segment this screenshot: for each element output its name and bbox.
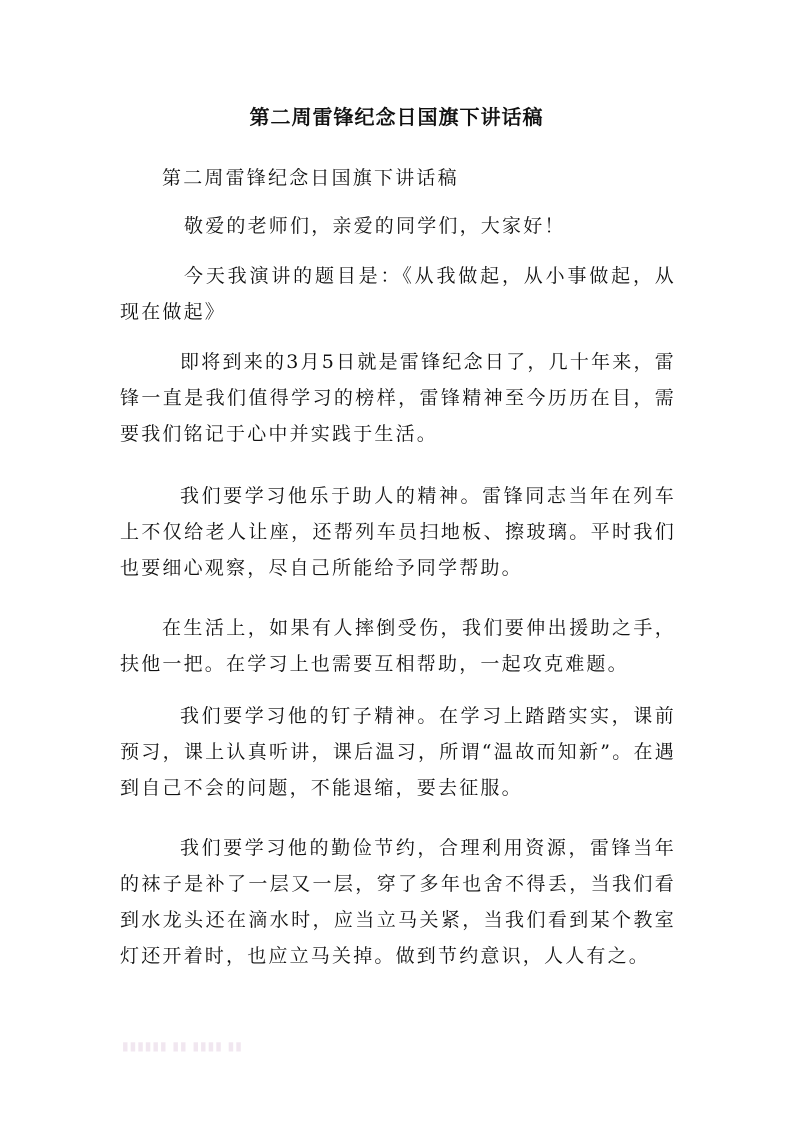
paragraph-nail-spirit: 我们要学习他的钉子精神。在学习上踏踏实实，课前预习，课上认真听讲，课后温习，所谓“温故而知新”。在遇到自己不会的问题，不能退缩，要去征服。 bbox=[120, 705, 676, 799]
paragraph-life: 在生活上，如果有人摔倒受伤，我们要伸出援助之手，扶他一把。在学习上也需要互相帮助，一起攻克难题。 bbox=[120, 617, 676, 675]
paragraph-subtitle: 第二周雷锋纪念日国旗下讲话稿 bbox=[162, 167, 459, 189]
paragraph-topic: 今天我演讲的题目是：《从我做起，从小事做起，从现在做起》 bbox=[120, 265, 676, 323]
paragraph-greeting: 敬爱的老师们，亲爱的同学们，大家好！ bbox=[184, 215, 566, 237]
document-title: 第二周雷锋纪念日国旗下讲话稿 bbox=[249, 105, 544, 129]
paragraph-thrift: 我们要学习他的勤俭节约，合理利用资源，雷锋当年的袜子是补了一层又一层，穿了多年也舍不得丢，当我们看到水龙头还在滴水时，应当立马关紧，当我们看到某个教室灯还开着时，也应立马关掉。做到节约意识，人人有之。 bbox=[120, 837, 676, 967]
paragraph-helping: 我们要学习他乐于助人的精神。雷锋同志当年在列车上不仅给老人让座，还帮列车员扫地板、擦玻璃。平时我们也要细心观察，尽自己所能给予同学帮助。 bbox=[120, 485, 676, 579]
paragraph-intro: 即将到来的3月5日就是雷锋纪念日了，几十年来，雷锋一直是我们值得学习的榜样，雷锋精神至今历历在目，需要我们铭记于心中并实践于生活。 bbox=[120, 351, 676, 445]
faint-watermark: ▮▮▮▮▮▮ ▮▮ ▮▮▮▮ ▮▮ bbox=[122, 1039, 243, 1053]
